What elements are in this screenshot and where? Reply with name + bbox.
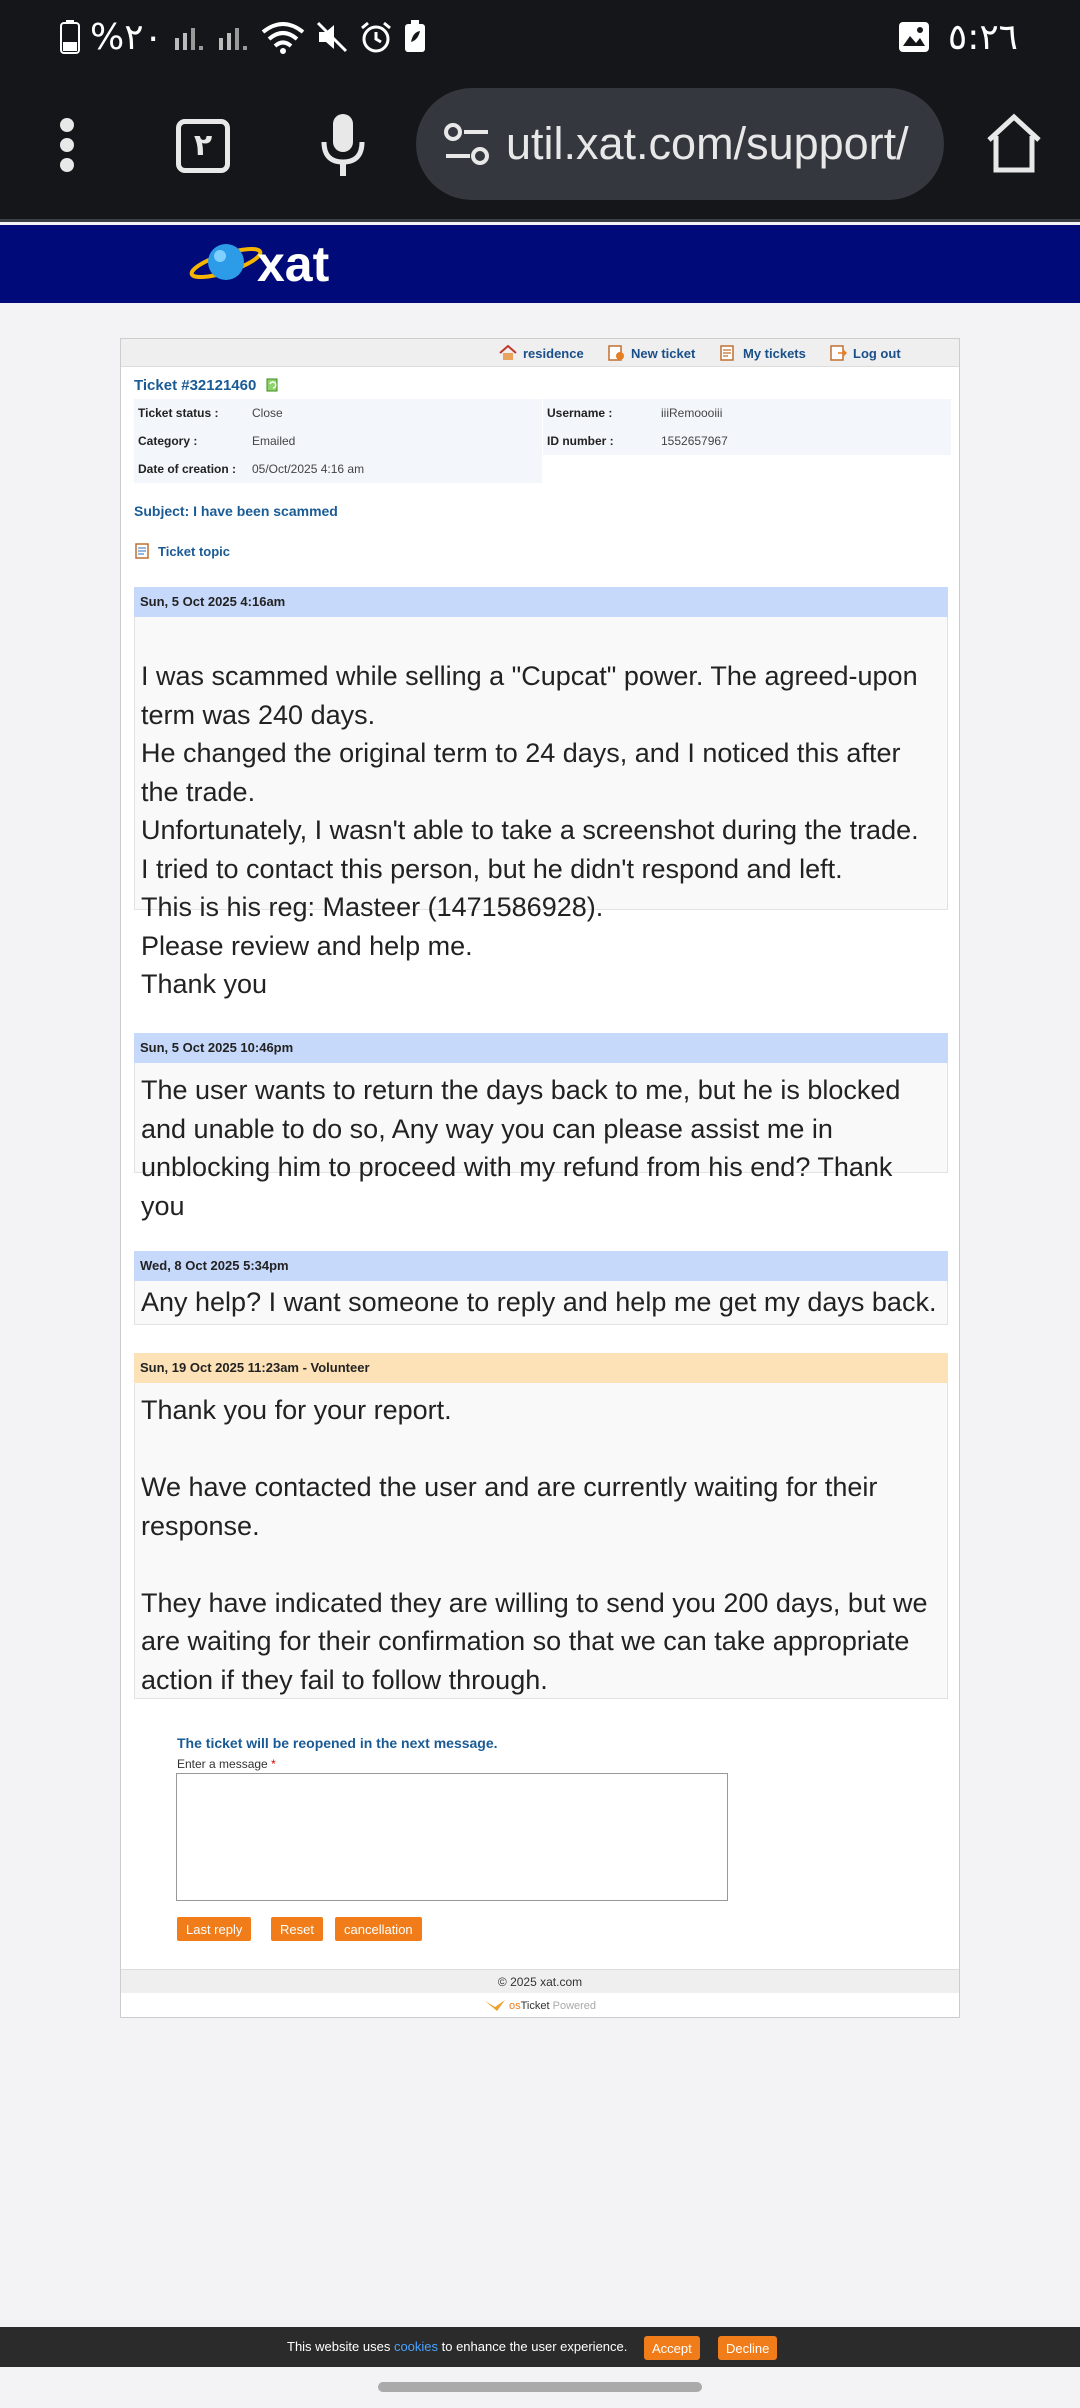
ticket-status-value: Close xyxy=(252,406,283,420)
ticket-subject: Subject: I have been scammed xyxy=(134,503,338,519)
message-header: Wed, 8 Oct 2025 5:34pm xyxy=(134,1251,948,1281)
username-row xyxy=(543,399,951,427)
signal-icon xyxy=(173,22,207,52)
message-field-label-text: Enter a message xyxy=(177,1757,268,1771)
site-logo-text[interactable]: xat xyxy=(257,236,330,292)
microphone-icon[interactable] xyxy=(318,112,368,182)
site-settings-icon[interactable] xyxy=(442,120,492,168)
osticket-logo-icon xyxy=(484,1999,506,2013)
volunteer-message-body: Thank you for your report. We have contacted the user and are currently waiting for their response. They have indicated they are willing to send you 200 days, but we are waiting for their confirmation so that we can take appropriate action if they fail to follow through. xyxy=(134,1383,948,1699)
message-input[interactable] xyxy=(176,1773,728,1901)
site-header xyxy=(0,225,1080,303)
ticket-info-left xyxy=(134,399,542,483)
battery-percent: %٢٠ xyxy=(90,16,163,58)
volunteer-message-header: Sun, 19 Oct 2025 11:23am - Volunteer xyxy=(134,1353,948,1383)
nav-new-ticket-label[interactable]: New ticket xyxy=(631,345,696,361)
reopen-notice: The ticket will be reopened in the next message. xyxy=(177,1735,498,1751)
cookie-text-after: to enhance the user experience. xyxy=(438,2339,628,2354)
top-nav xyxy=(121,339,959,367)
tab-switcher-button[interactable]: ٢ xyxy=(176,119,230,173)
battery-icon xyxy=(60,20,80,54)
message-body: Any help? I want someone to reply and help me get my days back. xyxy=(134,1281,948,1325)
url-text[interactable]: util.xat.com/support/ xyxy=(506,118,909,169)
alarm-icon xyxy=(359,20,393,54)
ticket-topic-icon xyxy=(134,543,152,559)
message-field-label xyxy=(177,1757,276,1771)
username-value: iiiRemoooiii xyxy=(661,406,723,420)
message-body: I was scammed while selling a "Cupcat" power. The agreed-upon term was 240 days. He changed the original term to 24 days, and I noticed this after the trade. Unfortunately, I wasn't able to take a screenshot during the trade. I tried to contact this person, but he didn't respond and left. This is his reg: Masteer (1471586928). Please review and help me. Thank you xyxy=(134,617,948,910)
date-value: 05/Oct/2025 4:16 am xyxy=(252,462,365,476)
ticket-info-right xyxy=(543,399,951,455)
cancellation-button[interactable]: cancellation xyxy=(335,1917,422,1941)
powered-brand-2: Ticket xyxy=(520,2000,550,2012)
copyright: © 2025 xat.com xyxy=(121,1969,959,1993)
mute-icon xyxy=(315,20,349,54)
refresh-icon[interactable] xyxy=(265,376,281,394)
address-bar[interactable] xyxy=(416,88,944,200)
battery-saver-icon xyxy=(403,20,427,54)
nav-my-tickets[interactable] xyxy=(719,342,806,364)
date-label: Date of creation : xyxy=(138,462,237,476)
nav-new-ticket[interactable] xyxy=(607,342,695,364)
clock: ٥:٢٦ xyxy=(947,16,1018,58)
category-label: Category : xyxy=(138,434,198,448)
gesture-navigation-bar[interactable] xyxy=(378,2382,702,2392)
nav-log-out-label[interactable]: Log out xyxy=(853,345,901,361)
id-value: 1552657967 xyxy=(661,434,728,448)
nav-residence[interactable] xyxy=(499,342,584,364)
category-value: Emailed xyxy=(252,434,296,448)
cookie-text xyxy=(287,2327,627,2367)
new-ticket-icon xyxy=(607,345,625,361)
cookies-link[interactable]: cookies xyxy=(393,2339,439,2354)
id-label: ID number : xyxy=(547,434,614,448)
ticket-topic-label[interactable]: Ticket topic xyxy=(158,543,231,559)
cookie-banner xyxy=(0,2327,1080,2367)
powered-brand-1: os xyxy=(509,2000,521,2012)
message-header: Sun, 5 Oct 2025 4:16am xyxy=(134,587,948,617)
required-mark: * xyxy=(271,1757,276,1771)
menu-icon[interactable] xyxy=(44,114,90,180)
ticket-status-label: Ticket status : xyxy=(138,406,219,420)
decline-cookies-button[interactable]: Decline xyxy=(718,2336,777,2360)
message-header: Sun, 5 Oct 2025 10:46pm xyxy=(134,1033,948,1063)
reset-button[interactable]: Reset xyxy=(271,1917,323,1941)
powered-text: Powered xyxy=(552,2000,597,2012)
id-row xyxy=(543,427,951,455)
cookie-text-before: This website uses xyxy=(287,2339,394,2354)
last-reply-button[interactable]: Last reply xyxy=(177,1917,251,1941)
log-out-icon xyxy=(829,345,847,361)
support-panel xyxy=(120,338,960,2018)
browser-toolbar xyxy=(0,74,1080,222)
ticket-status-row xyxy=(134,399,542,427)
username-label: Username : xyxy=(547,406,613,420)
powered-by[interactable] xyxy=(121,1994,959,2018)
ticket-topic-link[interactable] xyxy=(134,543,230,559)
gallery-notification-icon xyxy=(898,21,930,53)
nav-residence-label[interactable]: residence xyxy=(523,345,584,361)
wifi-icon xyxy=(261,20,305,54)
ticket-title: Ticket #32121460 xyxy=(134,377,257,394)
signal-icon-2 xyxy=(217,22,251,52)
status-bar xyxy=(0,0,1080,74)
nav-log-out[interactable] xyxy=(829,342,901,364)
home-icon[interactable] xyxy=(984,112,1044,174)
status-right xyxy=(898,14,1018,60)
date-row xyxy=(134,455,542,483)
status-left xyxy=(60,14,427,60)
my-tickets-icon xyxy=(719,345,737,361)
home-icon xyxy=(499,345,517,361)
message-body: The user wants to return the days back to me, but he is blocked and unable to do so, Any way you can please assist me in unblocking him to proceed with my refund from his end? Thank you xyxy=(134,1063,948,1173)
category-row xyxy=(134,427,542,455)
nav-my-tickets-label[interactable]: My tickets xyxy=(743,345,806,361)
accept-cookies-button[interactable]: Accept xyxy=(644,2336,700,2360)
